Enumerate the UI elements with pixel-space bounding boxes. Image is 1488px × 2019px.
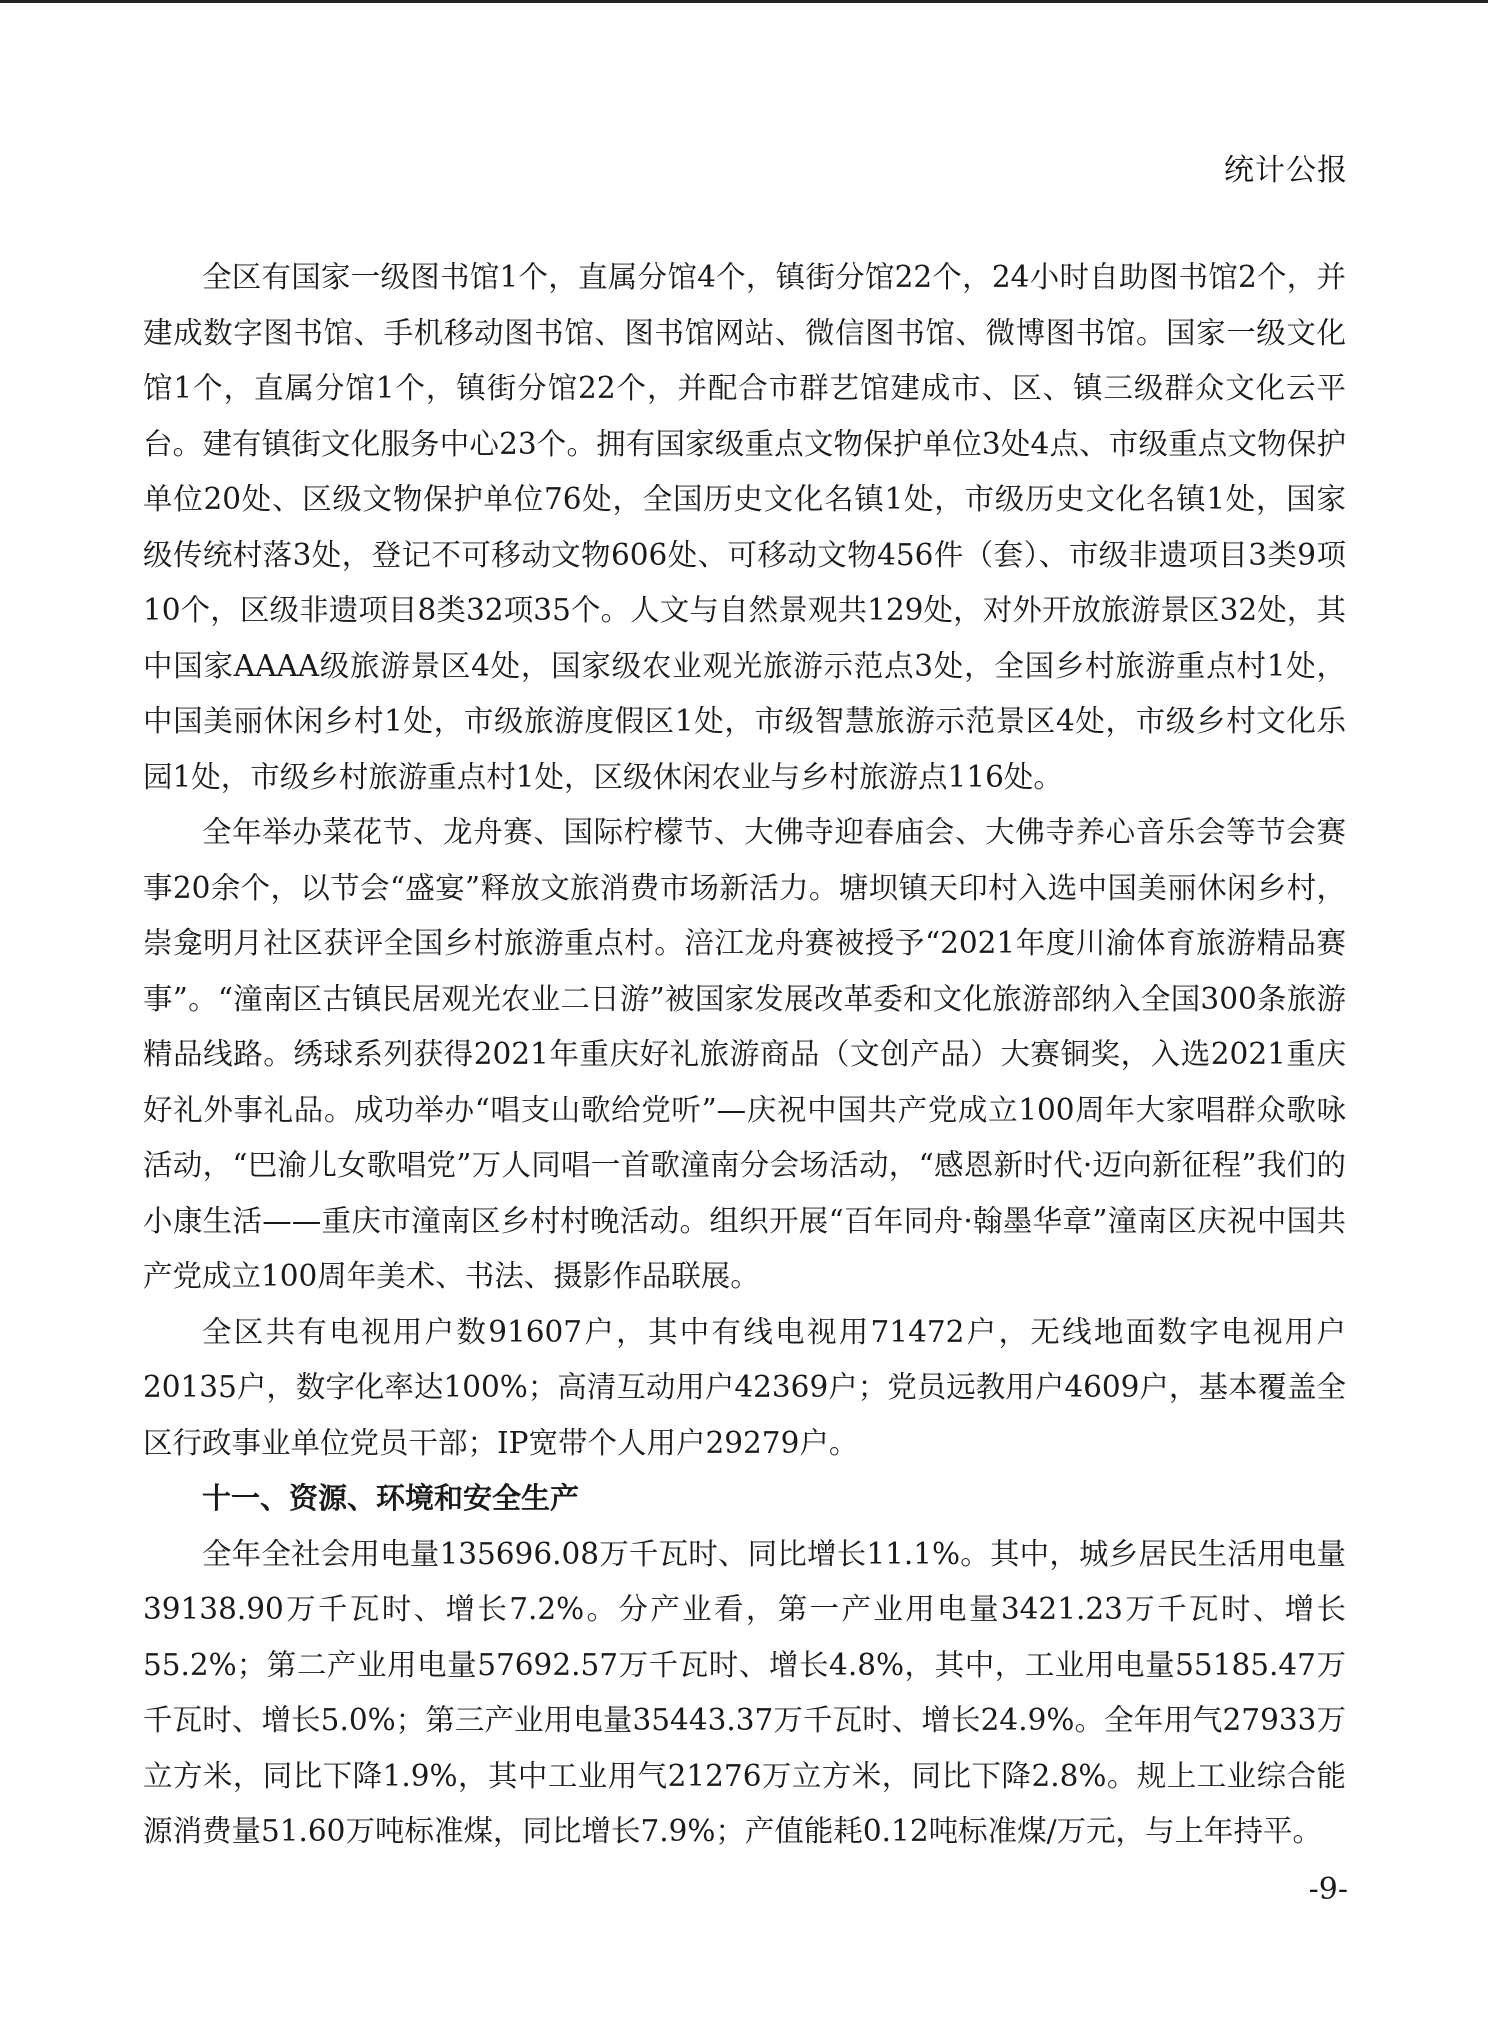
document-body <box>143 250 1346 1860</box>
paragraph-festivals-events: 全年举办菜花节、龙舟赛、国际柠檬节、大佛寺迎春庙会、大佛寺养心音乐会等节会赛事20余个，以节会“盛宴”释放文旅消费市场新活力。塘坝镇天印村入选中国美丽休闲乡村，崇龛明月社区获评全国乡村旅游重点村。涪江龙舟赛被授予“2021年度川渝体育旅游精品赛事”。“潼南区古镇民居观光农业二日游”被国家发展改革委和文化旅游部纳入全国300条旅游精品线路。绣球系列获得2021年重庆好礼旅游商品（文创产品）大赛铜奖，入选2021重庆好礼外事礼品。成功举办“唱支山歌给党听”—庆祝中国共产党成立100周年大家唱群众歌咏活动，“巴渝儿女歌唱党”万人同唱一首歌潼南分会场活动，“感恩新时代·迈向新征程”我们的小康生活——重庆市潼南区乡村村晚活动。组织开展“百年同舟·翰墨华章”潼南区庆祝中国共产党成立100周年美术、书法、摄影作品联展。 <box>143 815 1346 1293</box>
top-border-rule <box>0 0 1488 3</box>
paragraph-culture-facilities: 全区有国家一级图书馆1个，直属分馆4个，镇街分馆22个，24小时自助图书馆2个，并建成数字图书馆、手机移动图书馆、图书馆网站、微信图书馆、微博图书馆。国家一级文化馆1个，直属分馆1个，镇街分馆22个，并配合市群艺馆建成市、区、镇三级群众文化云平台。建有镇街文化服务中心23个。拥有国家级重点文物保护单位3处4点、市级重点文物保护单位20处、区级文物保护单位76处，全国历史文化名镇1处，市级历史文化名镇1处，国家级传统村落3处，登记不可移动文物606处、可移动文物456件（套）、市级非遗项目3类9项10个，区级非遗项目8类32项35个。人文与自然景观共129处，对外开放旅游景区32处，其中国家AAAA级旅游景区4处，国家级农业观光旅游示范点3处，全国乡村旅游重点村1处，中国美丽休闲乡村1处，市级旅游度假区1处，市级智慧旅游示范景区4处，市级乡村文化乐园1处，市级乡村旅游重点村1处，区级休闲农业与乡村旅游点116处。 <box>143 260 1346 794</box>
paragraph-energy-consumption: 全年全社会用电量135696.08万千瓦时、同比增长11.1%。其中，城乡居民生活用电量39138.90万千瓦时、增长7.2%。分产业看，第一产业用电量3421.23万千瓦时、增长55.2%；第二产业用电量57692.57万千瓦时、增长4.8%，其中，工业用电量55185.47万千瓦时、增长5.0%；第三产业用电量35443.37万千瓦时、增长24.9%。全年用气27933万立方米，同比下降1.9%，其中工业用气21276万立方米，同比下降2.8%。规上工业综合能源消费量51.60万吨标准煤，同比增长7.9%；产值能耗0.12吨标准煤/万元，与上年持平。 <box>143 1536 1346 1848</box>
running-header: 统计公报 <box>1224 153 1348 188</box>
section-heading: 十一、资源、环境和安全生产 <box>202 1481 580 1515</box>
paragraph-tv-broadband: 全区共有电视用户数91607户，其中有线电视用71472户，无线地面数字电视用户20135户，数字化率达100%；高清互动用户42369户；党员远教用户4609户，基本覆盖全区行政事业单位党员干部；IP宽带个人用户29279户。 <box>143 1314 1346 1460</box>
page-number: -9- <box>1308 1872 1348 1907</box>
